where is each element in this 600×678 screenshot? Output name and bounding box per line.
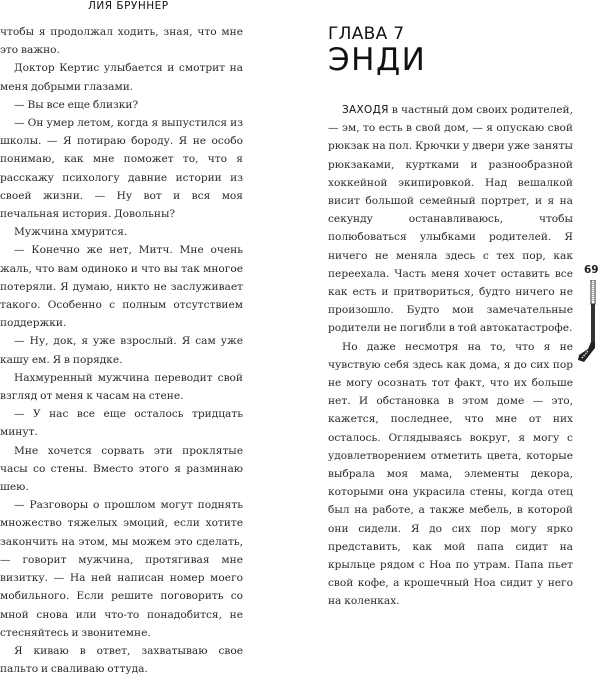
right-page-body [328,101,573,611]
paragraph: Нахмуренный мужчина переводит свой взгляд от меня к часам на стене. [0,371,243,403]
paragraph: — Разговоры о прошлом могут поднять множество тяжелых эмоций, если хотите закончить на этом, мы можем это сделать, — говорит мужчина, протягивая мне визитку. — На ней написан номер моего мобильного. Если решите поговорить со мной снова или что-то понадобится, не стесняйтесь и звонитемне. [0,499,243,639]
opening-paragraph-text: в частный дом своих родителей, — эм, то есть в свой дом, — я опускаю свой рюкзак на пол. Крючки у двери уже заняты рюкзаками, куртками и разнообразной хоккейной экипировкой. Над вешалкой висит большой семейный портрет, и я на секунду останавливаюсь, чтобы полюбоваться улыбками родителей. Я ничего не меняла здесь с тех пор, как переехала. Часть меня хочет оставить все как есть и притвориться, будто ничего не произошло. Будто мои замечательные родители не погибли в той автокатастрофе. [328,104,573,335]
paragraph: — Вы все еще близки? [14,98,139,111]
lead-word: ЗАХОДЯ [342,104,389,116]
chapter-number: ГЛАВА 7 [328,24,405,44]
paragraph: Доктор Кертис улыбается и смотрит на меня добрыми глазами. [0,62,243,93]
opening-paragraph [328,101,573,338]
paragraph: Я киваю в ответ, захватываю свое пальто и сваливаю оттуда. [0,644,243,676]
page-number: 69 [584,264,599,276]
left-page-body [0,23,243,678]
paragraph: — Он умер летом, когда я выпустился из школы. — Я потираю бороду. Я не особо понимаю, как мне поможет то, что я расскажу психологу давние истории из своей жизни. — Ну вот и вся моя печальная история. Довольны? [0,117,243,221]
hockey-stick-icon [576,280,600,366]
paragraph: — Конечно же нет, Митч. Мне очень жаль, что вам одиноко и что вы так многое потеряли. Я думаю, никто не заслуживает такого. Особенно с полным отсутствием поддержки. [0,244,243,330]
paragraph: Мне хочется сорвать эти проклятые часы со стены. Вместо этого я разминаю шею. [0,444,243,494]
paragraph: — У нас все еще осталось тридцать минут. [0,408,243,439]
paragraph: чтобы я продолжал ходить, зная, что мне это важно. [0,26,243,57]
paragraph: — Ну, док, я уже взрослый. Я сам уже кашу ем. Я в порядке. [0,335,243,366]
running-head-author: ЛИЯ БРУННЕР [88,0,169,12]
chapter-title: ЭНДИ [328,42,427,78]
paragraph: Мужчина хмурится. [14,226,128,239]
paragraph: Но даже несмотря на то, что я не чувствую себя здесь как дома, я до сих пор не могу осознать тот факт, что их больше нет. И обстановка в этом доме — это, кажется, последнее, что мне от них осталось. Оглядываясь вокруг, я могу с удовлетворением отметить цвета, которые выбрала моя мама, элементы декора, которыми она украсила стены, когда отец был на работе, а также мебель, в которой они сидели. Я до сих пор могу ярко представить, как мой папа сидит на крыльце рядом с Ноа по утрам. Папа пьет свой кофе, а крошечный Ноа сидит у него на коленках. [328,340,573,608]
